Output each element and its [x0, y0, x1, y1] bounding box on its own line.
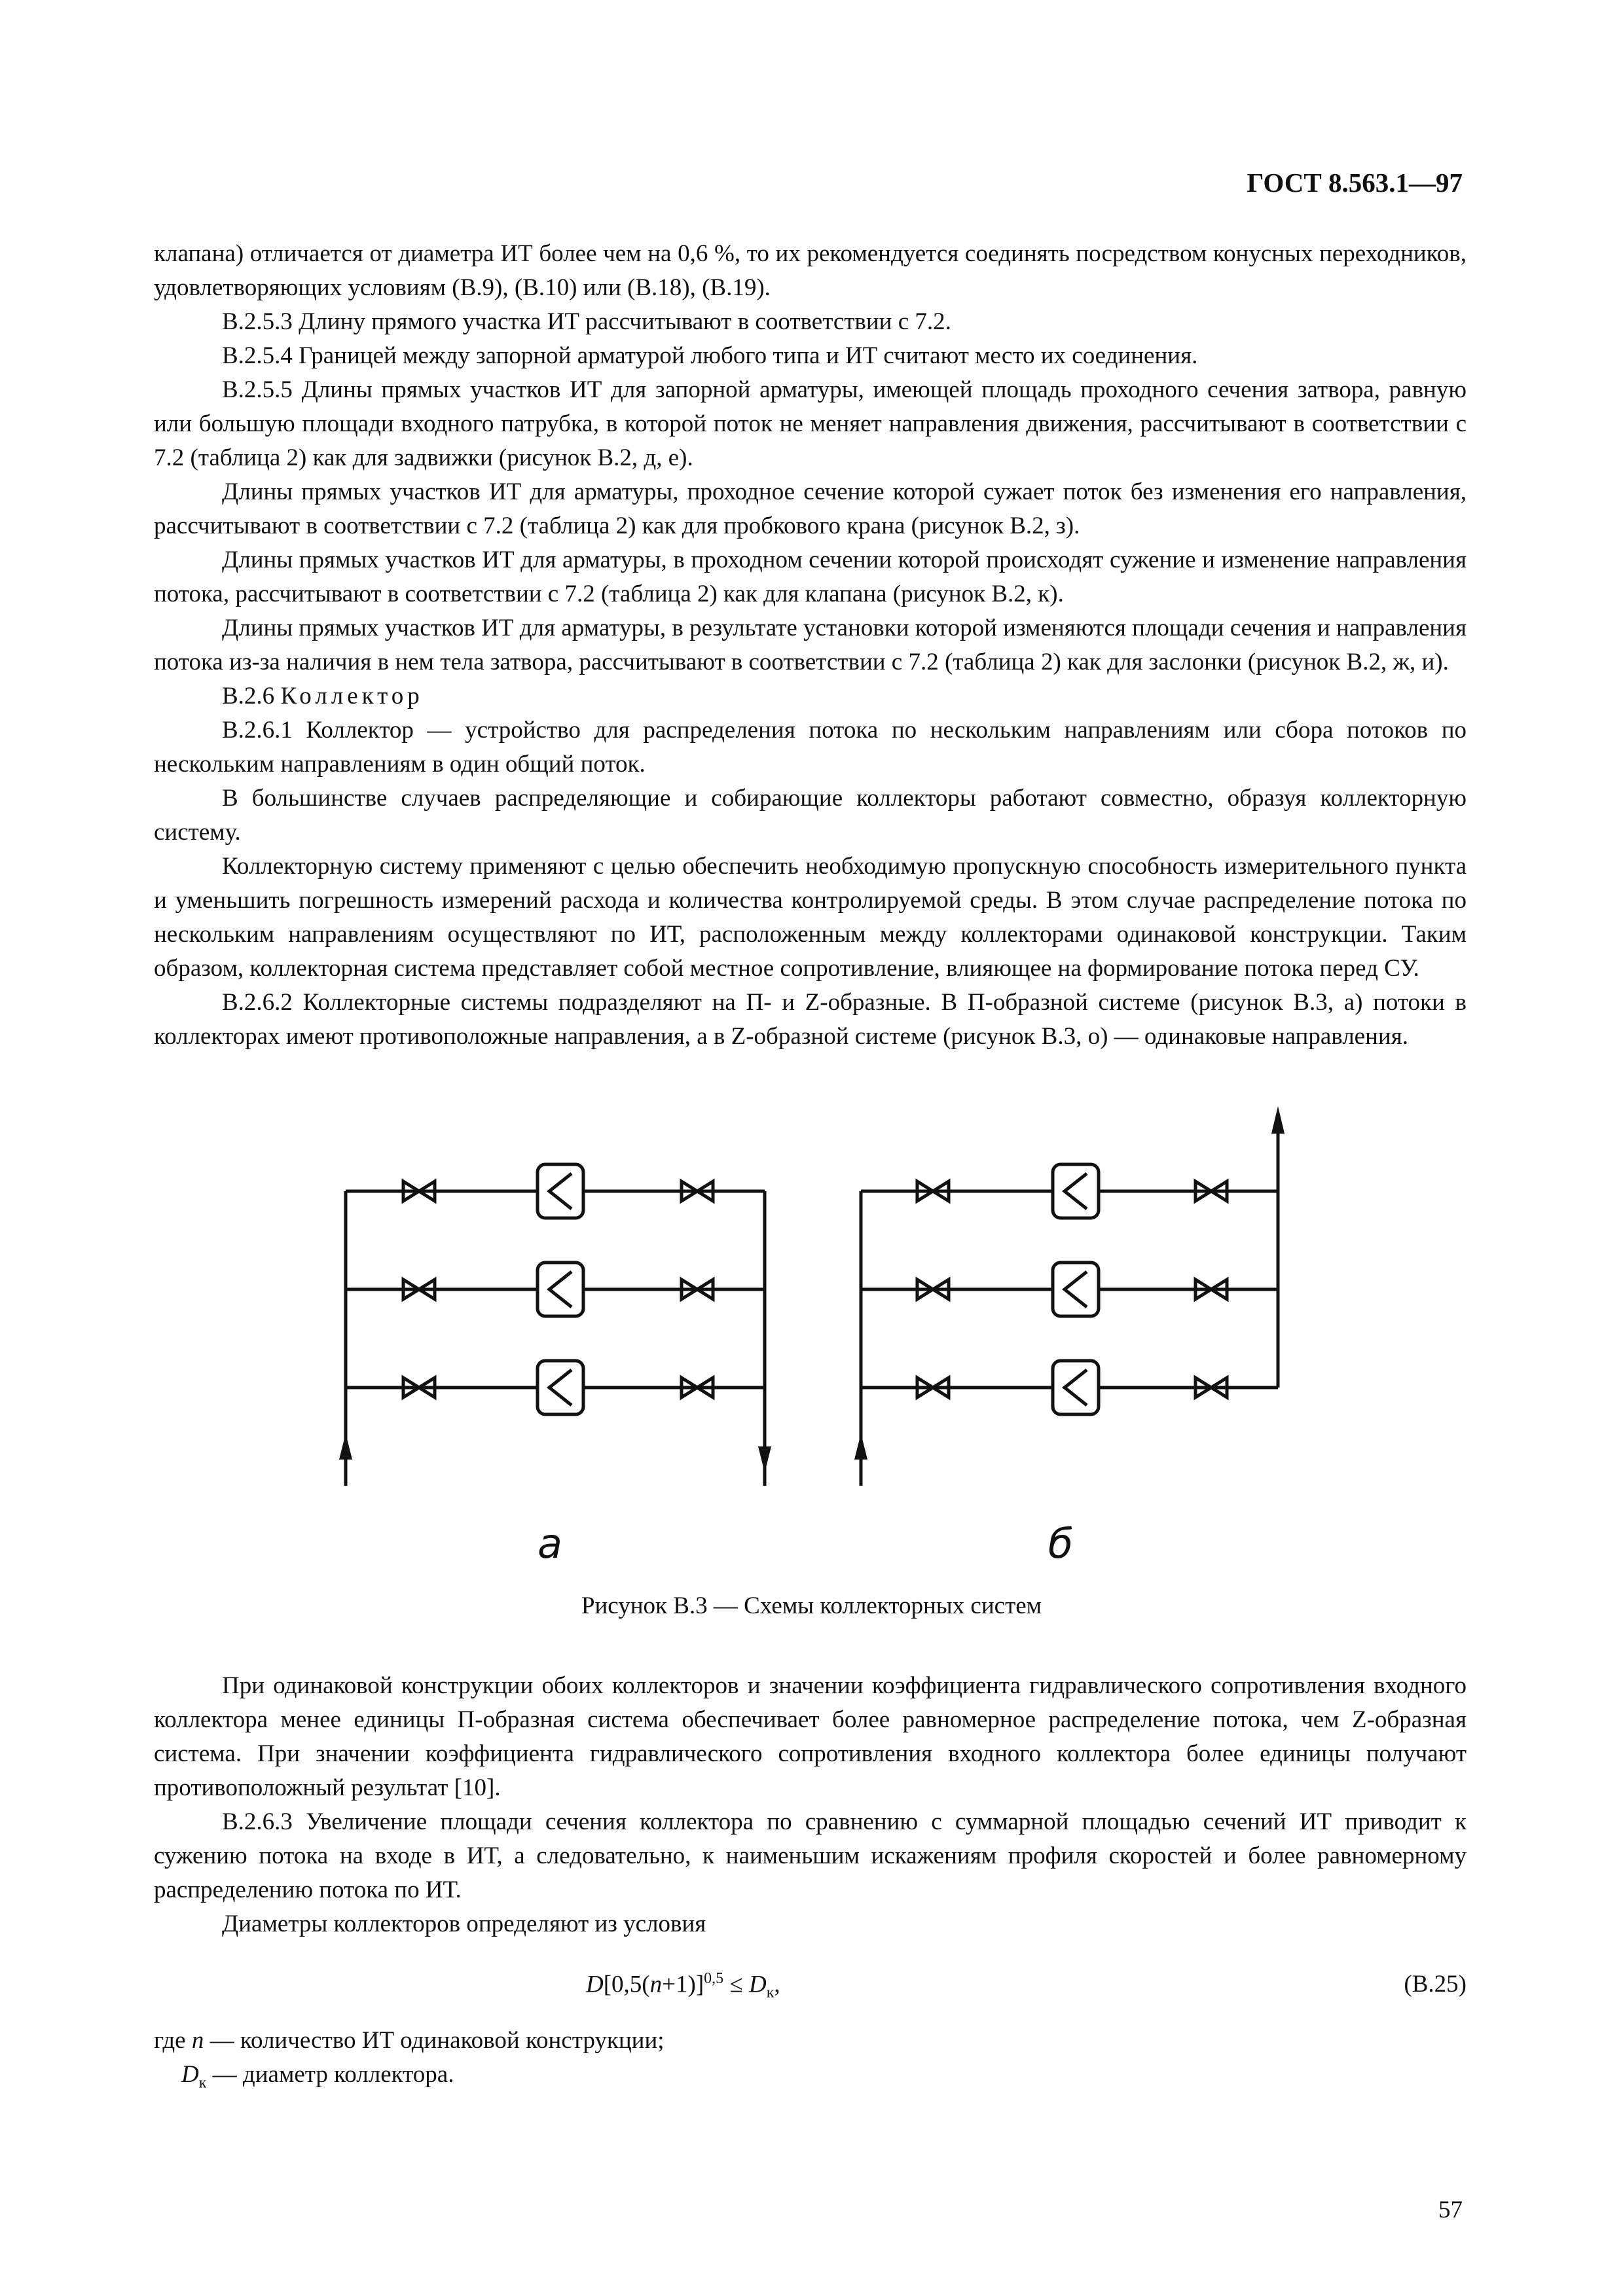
paragraph: клапана) отличается от диаметра ИТ более чем на 0,6 %, то их рекомендуется соединять посредством конусных переходников, удовлетворяющих условиям (В.9), (В.10) или (В.18), (В.19).: [154, 240, 1467, 301]
paragraph: Длины прямых участков ИТ для арматуры, в результате установки которой изменяются площади сечения и направления потока из-за наличия в нем тела затвора, рассчитывают в соответствии с 7.2 (таблица 2) как для заслонки (рисунок В.2, ж, и).: [154, 615, 1467, 675]
outlet-arrow-icon: [1271, 1106, 1285, 1134]
paragraph: При одинаковой конструкции обоих коллекторов и значении коэффициента гидравлического сопротивления входного коллектора менее единицы П-образная система обеспечивает более равномерное распределение потока, чем Z-образная система. При значении коэффициента гидравлического сопротивления входного коллектора более единицы получают противоположный результат [10].: [154, 1672, 1467, 1801]
paragraph: В.2.6.1 Коллектор — устройство для распределения потока по нескольким направлениям или сбора потоков по нескольким направлениям в один общий поток.: [154, 717, 1467, 778]
figure-caption: Рисунок В.3 — Схемы коллекторных систем: [581, 1592, 1042, 1619]
paragraph: В.2.5.5 Длины прямых участков ИТ для запорной арматуры, имеющей площадь проходного сечения затвора, равную или большую площади входного патрубка, в которой поток не меняет направления движения, рассчитывают в соответствии с 7.2 (таблица 2) как для задвижки (рисунок В.2, д, е).: [154, 376, 1467, 471]
formula-number: (В.25): [1404, 1971, 1467, 1998]
collector-diagram: [314, 1106, 1309, 1590]
section-number: В.2.6: [222, 683, 275, 709]
flowmeter-icon: [538, 1361, 583, 1414]
figure-label-b: б: [1048, 1520, 1074, 1568]
document-header: ГОСТ 8.563.1—97: [1247, 168, 1463, 198]
paragraph: Длины прямых участков ИТ для арматуры, проходное сечение которой сужает поток без изменения его направления, рассчитывают в соответствии с 7.2 (таблица 2) как для пробкового крана (рисунок В.2, з).: [154, 478, 1467, 539]
formula-exponent: 0,5: [704, 1970, 724, 1987]
inlet-arrow-icon: [339, 1433, 352, 1460]
figure-label-a: а: [538, 1520, 562, 1568]
formula-subscript: к: [766, 1984, 775, 2001]
paragraph: В большинстве случаев распределяющие и собирающие коллекторы работают совместно, образуя коллекторную систему.: [154, 785, 1467, 846]
legend-prefix: где: [154, 2027, 192, 2054]
paragraph: Коллекторную систему применяют с целью обеспечить необходимую пропускную способность измерительного пункта и уменьшить погрешность измерений расхода и количества контролируемой среды. В этом случае распределение потока по нескольким направлениям осуществляют по ИТ, расположенным между коллекторами одинаковой конструкции. Таким образом, коллекторная система представляет собой местное сопротивление, влияющее на формирование потока перед СУ.: [154, 853, 1467, 982]
paragraph: Длины прямых участков ИТ для арматуры, в проходном сечении которой происходят сужение и изменение направления потока, рассчитывают в соответствии с 7.2 (таблица 2) как для клапана (рисунок В.2, к).: [154, 547, 1467, 607]
legend-line: [154, 2024, 665, 2058]
formula-var: D: [586, 1971, 604, 1998]
outlet-arrow-icon: [758, 1446, 771, 1473]
scheme-a: [339, 1164, 771, 1568]
formula-var: D: [748, 1971, 767, 1998]
paragraph: В.2.6.3 Увеличение площади сечения коллектора по сравнению с суммарной площадью сечений ИТ приводит к сужению потока на входе в ИТ, а следовательно, к наименьшим искажениям профиля скоростей и более равномерному распределению потока по ИТ.: [154, 1808, 1467, 1903]
body-text-bottom: [154, 1669, 1467, 1941]
legend-text: — количество ИТ одинаковой конструкции;: [204, 2027, 665, 2054]
section-title: Коллектор: [280, 683, 424, 709]
paragraph: Диаметры коллекторов определяют из условия: [222, 1910, 706, 1937]
formula-var: n: [649, 1971, 663, 1998]
formula-b25: [154, 1970, 1467, 2004]
legend-line: [154, 2058, 665, 2100]
flowmeter-icon: [538, 1263, 583, 1316]
formula-part: ,: [774, 1971, 780, 1998]
flowmeter-icon: [538, 1164, 583, 1218]
formula-part: +1)]: [662, 1971, 704, 1998]
paragraph: В.2.5.3 Длину прямого участка ИТ рассчитывают в соответствии с 7.2.: [222, 308, 951, 335]
flowmeter-icon: [1053, 1263, 1099, 1316]
flowmeter-icon: [1053, 1361, 1099, 1414]
formula-expression: [586, 1970, 780, 2002]
legend-text: — диаметр коллектора.: [206, 2061, 454, 2088]
scheme-b: [854, 1106, 1285, 1568]
paragraph: В.2.6.2 Коллекторные системы подразделяют на П- и Z-образные. В П-образной системе (рисунок В.3, а) потоки в коллекторах имеют противоположные направления, а в Z-образной системе (рисунок В.3, о) — одинаковые направления.: [154, 989, 1467, 1050]
formula-part: [0,5(: [603, 1971, 650, 1998]
paragraph: В.2.5.4 Границей между запорной арматурой любого типа и ИТ считают место их соединения.: [222, 342, 1198, 369]
legend-subscript: к: [198, 2074, 207, 2092]
body-text-top: [154, 237, 1467, 1054]
figure-collector-schemes: [314, 1106, 1309, 1590]
inlet-arrow-icon: [854, 1433, 867, 1460]
legend-var: n: [191, 2027, 204, 2054]
formula-operator: ≤: [723, 1971, 749, 1998]
section-heading: [154, 679, 1467, 713]
flowmeter-icon: [1053, 1164, 1099, 1218]
page-number: 57: [1438, 2197, 1463, 2223]
formula-legend: [154, 2024, 665, 2100]
legend-var: D: [181, 2061, 199, 2088]
